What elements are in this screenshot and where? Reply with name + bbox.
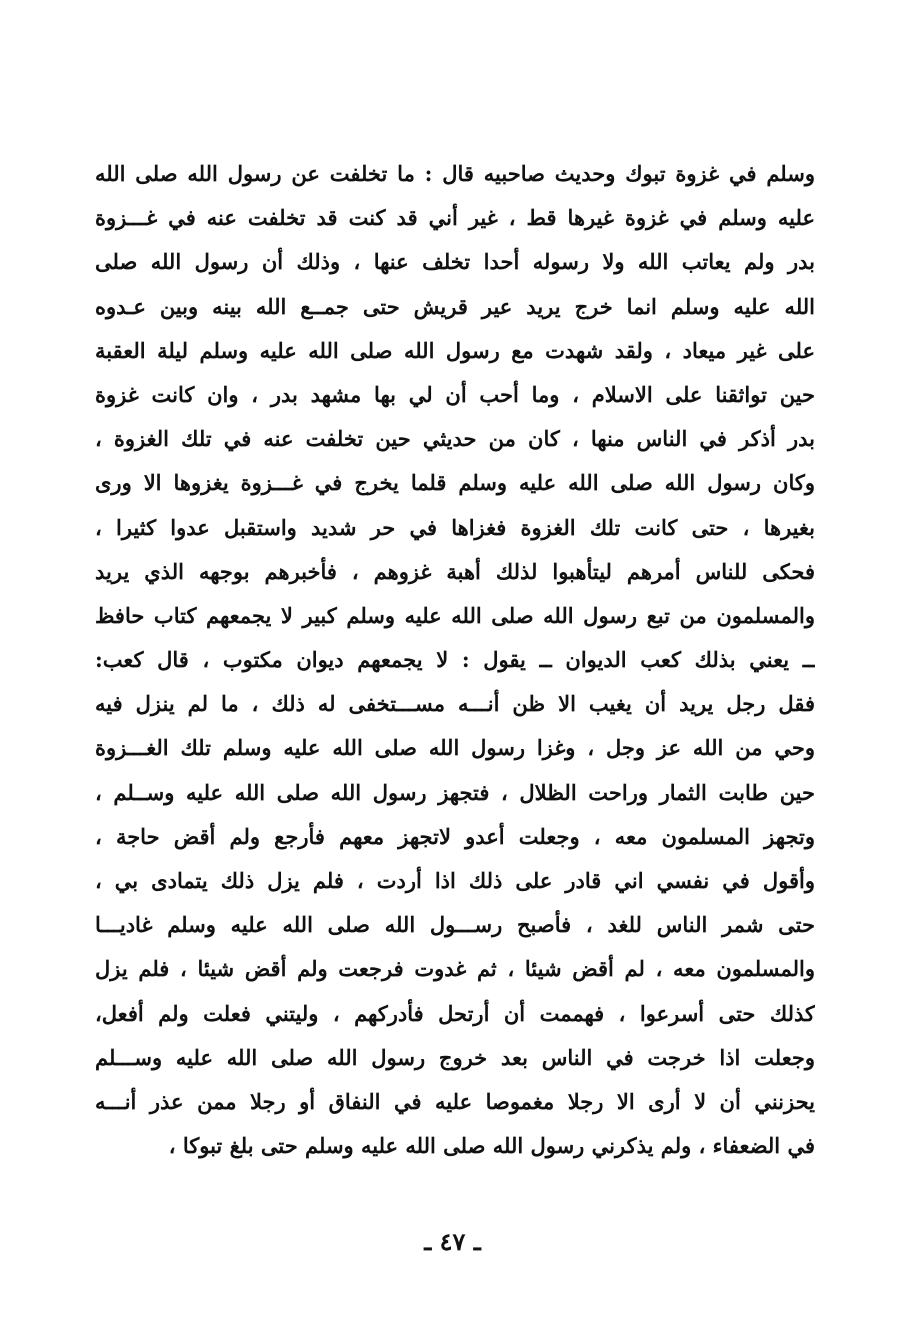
text-line: حتى شمر الناس للغد ، فأصبح رســـول الله صلى الله عليه وسلم غاديـــا	[95, 912, 815, 938]
page-number: ـ ٤٧ ـ	[424, 1227, 481, 1256]
text-line: حين طابت الثمار وراحت الظلال ، فتجهز رسول الله صلى الله عليه وســلم ،	[95, 779, 815, 805]
text-line: حين تواثقنا على الاسلام ، وما أحب أن لي بها مشهد بدر ، وان كانت غزوة	[95, 381, 815, 407]
text-line: بدر ولم يعاتب الله ولا رسوله أحدا تخلف عنها ، وذلك أن رسول الله صلى	[95, 249, 815, 275]
text-line: الله عليه وسلم انما خرج يريد عير قريش حتى جمــع الله بينه وبين عـدوه	[95, 293, 815, 319]
text-line: على غير ميعاد ، ولقد شهدت مع رسول الله صلى الله عليه وسلم ليلة العقبة	[95, 337, 815, 363]
text-line: وحي من الله عز وجل ، وغزا رسول الله صلى الله عليه وسلم تلك الغـــزوة	[95, 735, 815, 761]
text-line: والمسلمون من تبع رسول الله صلى الله عليه وسلم كبير لا يجمعهم كتاب حافظ	[95, 602, 815, 628]
text-line: وأقول في نفسي اني قادر على ذلك اذا أردت ، فلم يزل ذلك يتمادى بي ،	[95, 868, 815, 893]
text-line: فقل رجل يريد أن يغيب الا ظن أنـــه مســـتخفى له ذلك ، ما لم ينزل فيه	[95, 691, 815, 717]
text-line: وجعلت اذا خرجت في الناس بعد خروج رسول الله صلى الله عليه وســـلم	[95, 1044, 815, 1070]
text-line: بغيرها ، حتى كانت تلك الغزوة فغزاها في حر شديد واستقبل عدوا كثيرا ،	[95, 514, 815, 540]
text-line: بدر أذكر في الناس منها ، كان من حديثي حين تخلفت عنه في تلك الغزوة ،	[95, 426, 815, 452]
text-line: يحزنني أن لا أرى الا رجلا مغموصا عليه في النفاق أو رجلا ممن عذر أنـــه	[95, 1088, 815, 1114]
text-line: والمسلمون معه ، لم أقض شيئا ، ثم غدوت فرجعت ولم أقض شيئا ، فلم يزل	[95, 956, 815, 982]
text-line: وسلم في غزوة تبوك وحديث صاحبيه قال : ما تخلفت عن رسول الله صلى الله	[95, 161, 815, 186]
body-text	[95, 152, 815, 1168]
text-line: فحكى للناس أمرهم ليتأهبوا لذلك أهبة غزوهم ، فأخبرهم بوجهه الذي يريد	[95, 558, 815, 584]
text-line: وتجهز المسلمون معه ، وجعلت أعدو لاتجهز معهم فأرجع ولم أقض حاجة ،	[95, 823, 815, 849]
text-line: ــ يعني بذلك كعب الديوان ــ يقول : لا يجمعهم ديوان مكتوب ، قال كعب:	[95, 647, 815, 673]
text-line: وكان رسول الله صلى الله عليه وسلم قلما يخرج في غـــزوة يغزوها الا ورى	[95, 470, 815, 496]
text-line: عليه وسلم في غزوة غيرها قط ، غير أني قد كنت قد تخلفت عنه في غـــزوة	[95, 205, 815, 231]
text-line: في الضعفاء ، ولم يذكرني رسول الله صلى الله عليه وسلم حتى بلغ تبوكا ،	[168, 1133, 815, 1159]
text-line: كذلك حتى أسرعوا ، فهممت أن أرتحل فأدركهم ، وليتني فعلت ولم أفعل،	[95, 1000, 815, 1026]
